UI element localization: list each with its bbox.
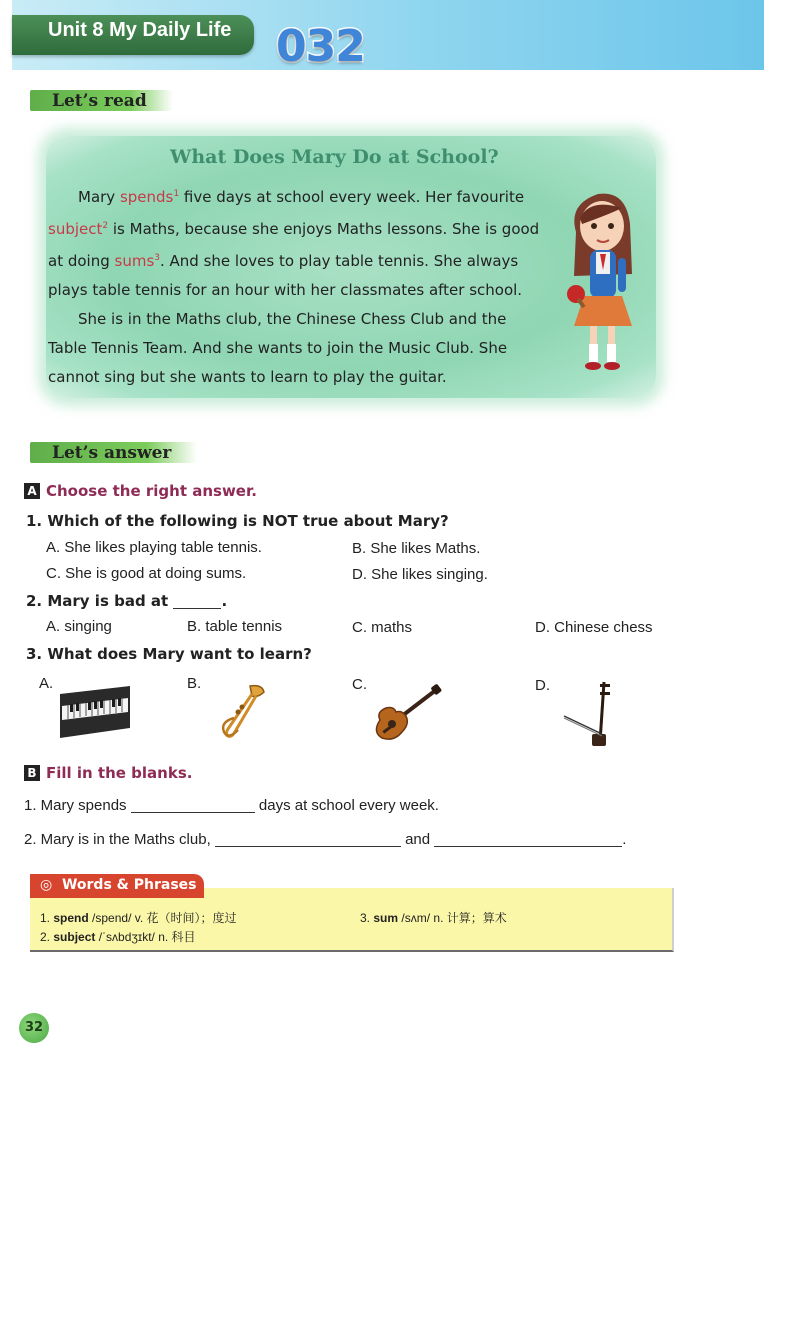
q2-option-c: C. maths [352, 619, 413, 636]
page-code: 032 [276, 21, 365, 72]
part-b-letter: B [24, 765, 40, 781]
part-b-heading: B Fill in the blanks. [24, 764, 192, 782]
fill-blank-3[interactable] [434, 846, 622, 847]
target-icon: ◎ [40, 877, 53, 893]
unit-title: Unit 8 My Daily Life [48, 19, 232, 41]
q1-option-c: C. She is good at doing sums. [46, 565, 247, 582]
fill-blank-1[interactable] [131, 812, 255, 813]
section-label-answer: Let’s answer [30, 442, 197, 463]
word-entry-sum: 3. sum /sʌm/ n. 计算；算术 [360, 911, 507, 925]
q3-option-d-label: D. [535, 677, 550, 694]
guitar-icon [372, 684, 442, 742]
question-3: 3. What does Mary want to learn? [26, 645, 312, 663]
q3-option-c-label: C. [352, 676, 367, 693]
q2-option-a: A. singing [46, 618, 112, 635]
word-entry-subject: 2. subject /ˈsʌbdʒɪkt/ n. 科目 [40, 930, 196, 944]
part-a-letter: A [24, 483, 40, 499]
q2-blank[interactable] [173, 608, 221, 609]
q1-option-d: D. She likes singing. [352, 566, 488, 583]
erhu-icon [562, 678, 620, 750]
q2-option-d: D. Chinese chess [535, 619, 653, 636]
girl-with-paddle-illustration [560, 184, 642, 380]
question-1: 1. Which of the following is NOT true about Mary? [26, 512, 449, 530]
q1-option-a: A. She likes playing table tennis. [46, 539, 262, 556]
q3-option-a-label: A. [39, 675, 54, 692]
keyword-spends: spends$^1$ [119, 188, 180, 206]
paragraph-1: Mary spends$^1$ five days at school every week. Her favourite subject$^2$ is Maths, because she enjoys Maths lessons. She is good at doing sums$^3$. And she loves to play table tennis. She always plays table tennis for an hour with her classmates after school. [48, 188, 540, 299]
part-a-heading: A Choose the right answer. [24, 482, 257, 500]
fill-blank-2[interactable] [215, 846, 401, 847]
section-label-read: Let’s read [30, 90, 173, 111]
paragraph-2: She is in the Maths club, the Chinese Chess Club and the Table Tennis Team. And she wants to join the Music Club. She cannot sing but she wants to learn to play the guitar. [48, 310, 508, 386]
fill-sentence-1: 1. Mary spends days at school every week. [24, 797, 439, 814]
q2-option-b: B. table tennis [187, 618, 283, 635]
fill-sentence-2: 2. Mary is in the Maths club, and . [24, 831, 627, 848]
page-number: 32 [19, 1013, 49, 1043]
q3-option-b-label: B. [187, 675, 202, 692]
keyword-sums: sums$^3$ [114, 252, 160, 270]
question-2: 2. Mary is bad at . [26, 592, 228, 610]
word-entry-spend: 1. spend /spend/ v. 花（时间）；度过 [40, 911, 237, 925]
reading-title: What Does Mary Do at School? [170, 146, 499, 168]
keyword-subject: subject$^2$ [48, 220, 109, 238]
piano-icon [56, 684, 134, 740]
q1-option-b: B. She likes Maths. [352, 540, 481, 557]
reading-passage [48, 180, 540, 392]
trumpet-icon [216, 682, 268, 742]
words-phrases-title: ◎ Words & Phrases [40, 877, 197, 893]
